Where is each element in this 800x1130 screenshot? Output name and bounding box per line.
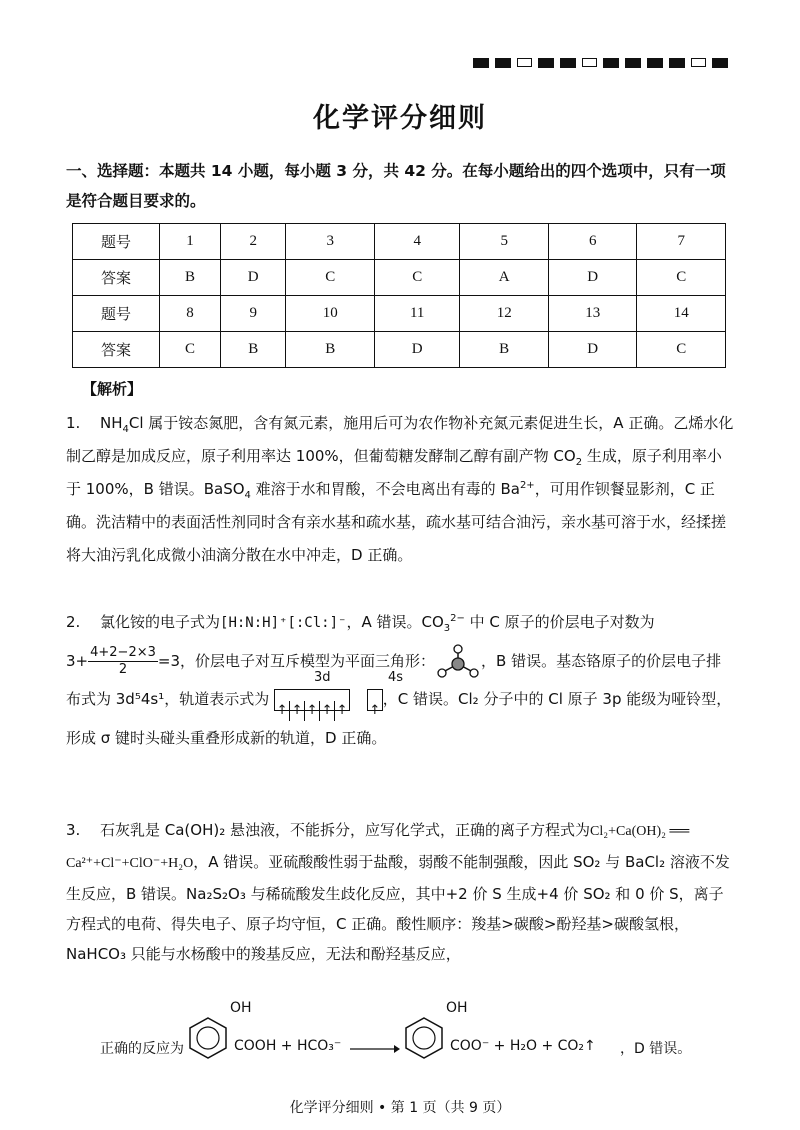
fraction (88, 645, 158, 678)
ionic-equation: Cl₂+Ca(OH)₂ ══ Ca²⁺+Cl⁻+ClO⁻+H₂O (66, 824, 690, 871)
header-mark (712, 58, 728, 68)
text: Cl 属于铵态氮肥，含有氮元素，施用后可为农作物补充氮元素促进生长，A 正确。乙烯水化制乙醇是加成反应，原子利用率达 100%，但葡萄糖发酵制乙醇有副产物 CO (66, 414, 734, 465)
up-arrow-icon: ↑ (275, 701, 290, 721)
text: =3，价层电子对互斥模型为平面三角形： (157, 652, 436, 670)
reactants: COOH + HCO₃⁻ (234, 1038, 342, 1054)
table-cell: C (637, 332, 726, 368)
up-arrow-icon: ↑ (290, 701, 305, 721)
table-cell: 14 (637, 296, 726, 332)
row-header: 答案 (73, 260, 160, 296)
answer-table (72, 223, 726, 368)
header-mark (647, 58, 663, 68)
text: 3+ (66, 652, 89, 670)
text: ，A 错误。CO (346, 613, 444, 631)
text: 难溶于水和胃酸，不会电离出有毒的 Ba (250, 480, 520, 498)
up-arrow-icon: ↑ (336, 703, 348, 718)
row-header: 题号 (73, 224, 160, 260)
table-cell: B (286, 332, 375, 368)
benzene-ring-icon (400, 1014, 448, 1062)
orbital-box-4s (367, 689, 383, 718)
text: 生成，原子利用率小于 100%，B 错误。BaSO (66, 447, 722, 498)
header-mark (538, 58, 554, 68)
question-number: 1. (66, 414, 81, 432)
up-arrow-icon: ↑ (369, 703, 381, 718)
electron-formula: [H:N:H]⁺[:Cl:]⁻ (220, 615, 347, 631)
table-cell: B (160, 260, 221, 296)
numerator: 4+2−2×3 (90, 645, 156, 660)
benzene-ring-icon (184, 1014, 232, 1062)
row-header: 答案 (73, 332, 160, 368)
header-mark (582, 58, 597, 67)
section-intro: 一、选择题：本题共 14 小题，每小题 3 分，共 42 分。在每小题给出的四个选项中，只有一项是符合题目要求的。 (66, 162, 726, 210)
header-mark (625, 58, 641, 68)
question-number: 3. (66, 821, 81, 839)
header-mark (560, 58, 576, 68)
table-cell: C (637, 260, 726, 296)
subscript: 2 (575, 457, 583, 468)
table-cell: C (160, 332, 221, 368)
subscript: 4 (122, 424, 129, 435)
table-cell: 8 (160, 296, 221, 332)
text: ，C 错误。Cl₂ 分子中的 Cl 原子 3p 能级为哑铃型，形成 σ 键时头碰头重叠形成新的轨道，D 正确。 (66, 690, 732, 747)
text: ，D 错误。 (620, 1041, 692, 1057)
orbital-box-3d (274, 689, 350, 718)
orbital-label-3d: 3d (314, 669, 331, 685)
table-cell: C (374, 260, 459, 296)
table-cell: 7 (637, 224, 726, 260)
table-cell: D (374, 332, 459, 368)
orbital-label-4s: 4s (388, 669, 404, 685)
superscript: 2− (450, 613, 465, 624)
header-mark (691, 58, 706, 67)
table-row (73, 296, 726, 332)
hydroxyl-label: OH (230, 1000, 252, 1016)
table-cell: D (548, 332, 637, 368)
row-header: 题号 (73, 296, 160, 332)
text: ，可用作钡餐显影剂，C 正确。洗洁精中的表面活性剂同时含有亲水基和疏水基，疏水基可结合油污，亲水基可溶于水，经揉搓将大油污乳化成微小油滴分散在水中冲走，D 正确。 (66, 480, 727, 564)
header-mark (517, 58, 532, 67)
hydroxyl-label: OH (446, 1000, 468, 1016)
header-marks (473, 58, 728, 68)
denominator: 2 (118, 662, 128, 677)
up-arrow-icon: ↑ (320, 701, 335, 721)
header-mark (603, 58, 619, 68)
table-cell: B (220, 332, 286, 368)
table-cell: A (460, 260, 549, 296)
table-row (73, 260, 726, 296)
page-title: 化学评分细则 (313, 103, 487, 134)
table-cell: 6 (548, 224, 637, 260)
trigonal-planar-model-icon (435, 644, 481, 680)
table-row (73, 332, 726, 368)
question-3-analysis (66, 815, 736, 969)
table-cell: 1 (160, 224, 221, 260)
text: ，A 错误。亚硫酸酸性弱于盐酸，弱酸不能制强酸，因此 SO₂ 与 BaCl₂ 溶液不发生反应，B 错误。Na₂S₂O₃ 与稀硫酸发生歧化反应，其中+2 价 S 生成+4 价 SO₂ 和 0 价 S，离子方程式的电荷、得失电子、原子均守恒，C 正确。酸性顺序：羧基>碳酸>酚羟基>碳酸氢根，NaHCO₃ 只能与水杨酸中的羧基反应，无法和酚羟基反应， (66, 853, 730, 963)
table-cell: D (548, 260, 637, 296)
table-cell: 5 (460, 224, 549, 260)
table-row (73, 224, 726, 260)
table-cell: 2 (220, 224, 286, 260)
table-cell: 10 (286, 296, 375, 332)
table-cell: 13 (548, 296, 637, 332)
text: 正确的反应为 (100, 1041, 184, 1057)
text: 氯化铵的电子式为 (100, 613, 221, 631)
superscript: 2+ (519, 480, 535, 491)
header-mark (669, 58, 685, 68)
salicylic-reaction (100, 1000, 740, 1070)
table-cell: 11 (374, 296, 459, 332)
page-footer: 化学评分细则 • 第 1 页（共 9 页） (289, 1100, 511, 1116)
table-cell: 3 (286, 224, 375, 260)
products: COO⁻ + H₂O + CO₂↑ (450, 1038, 596, 1054)
table-cell: 12 (460, 296, 549, 332)
orbital-diagram (274, 669, 404, 719)
text: 石灰乳是 Ca(OH)₂ 悬浊液，不能拆分，应写化学式，正确的离子方程式为 (100, 821, 591, 839)
subscript: 4 (244, 490, 251, 501)
header-mark (495, 58, 511, 68)
text: NH (100, 414, 123, 432)
text: ，B 错误。基态铬原子的价层电子排布式为 3d⁵4s¹，轨道表示式为 (66, 652, 722, 708)
table-cell: B (460, 332, 549, 368)
text: 中 C 原子的价层电子对数为 (464, 613, 655, 631)
table-cell: D (220, 260, 286, 296)
header-mark (473, 58, 489, 68)
reaction-arrow-icon (350, 1044, 400, 1054)
analysis-heading: 【解析】 (82, 380, 143, 398)
subscript: 3 (443, 623, 451, 634)
table-cell: 4 (374, 224, 459, 260)
table-cell: C (286, 260, 375, 296)
table-cell: 9 (220, 296, 286, 332)
up-arrow-icon: ↑ (305, 701, 320, 721)
question-number: 2. (66, 613, 81, 631)
question-1-analysis (66, 407, 736, 572)
question-2-analysis (66, 603, 736, 757)
